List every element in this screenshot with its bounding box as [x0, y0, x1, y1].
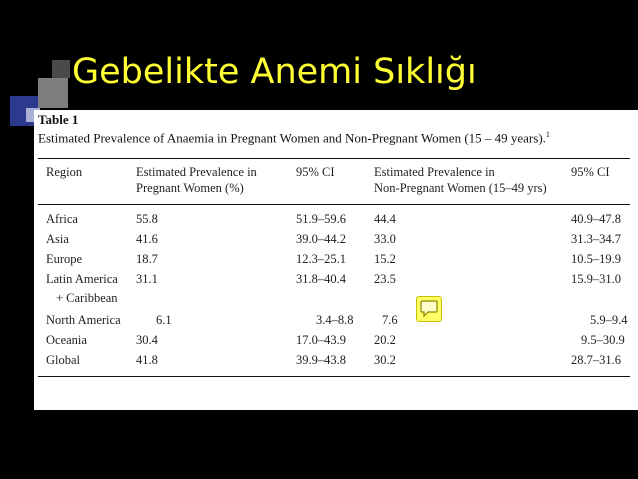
header-est-pregnant: [136, 164, 257, 196]
cell-nonpreg: 20.2: [374, 333, 396, 347]
header-ci-nonpregnant: 95% CI: [571, 165, 610, 179]
decorative-square-dark: [52, 60, 70, 78]
cell-nonpreg: 33.0: [374, 232, 396, 246]
cell-region: Oceania: [46, 333, 87, 347]
header-est-pregnant-line1: Estimated Prevalence in: [136, 165, 257, 179]
cell-preg: 31.1: [136, 272, 158, 286]
cell-region: Asia: [46, 232, 69, 246]
cell-nonpreg: 23.5: [374, 272, 396, 286]
cell-preg-ci: 12.3–25.1: [296, 252, 346, 266]
table-caption-text: Estimated Prevalence of Anaemia in Pregnant Women and Non-Pregnant Women (15 – 49 years).: [38, 130, 546, 146]
cell-nonpreg-ci: 40.9–47.8: [571, 212, 621, 226]
table-caption-ref: 1: [545, 130, 550, 139]
slide-title: Gebelikte Anemi Sıklığı: [72, 52, 477, 92]
cell-nonpreg-ci: 15.9–31.0: [571, 272, 621, 286]
cell-preg-ci: 31.8–40.4: [296, 272, 346, 286]
cell-preg-ci: 51.9–59.6: [296, 212, 346, 226]
cell-preg-ci: 17.0–43.9: [296, 333, 346, 347]
cell-nonpreg: 30.2: [374, 353, 396, 367]
cell-preg-ci: 3.4–8.8: [316, 313, 354, 327]
table-rule-bottom: [38, 376, 630, 377]
cell-preg: 41.8: [136, 353, 158, 367]
cell-nonpreg: 15.2: [374, 252, 396, 266]
cell-preg-ci: 39.0–44.2: [296, 232, 346, 246]
cell-nonpreg: 7.6: [382, 313, 398, 327]
header-est-nonpregnant: [374, 164, 547, 196]
table-rule-mid: [38, 204, 630, 205]
cell-region: Latin America: [46, 272, 118, 286]
cell-nonpreg: 44.4: [374, 212, 396, 226]
cell-nonpreg-ci: 9.5–30.9: [581, 333, 625, 347]
table-image: [34, 110, 638, 410]
cell-preg: 41.6: [136, 232, 158, 246]
cell-preg: 18.7: [136, 252, 158, 266]
cell-nonpreg-ci: 31.3–34.7: [571, 232, 621, 246]
cell-nonpreg-ci: 5.9–9.4: [590, 313, 628, 327]
cell-preg: 55.8: [136, 212, 158, 226]
cell-preg: 6.1: [156, 313, 172, 327]
cell-region: North America: [46, 313, 121, 327]
cell-region-continued: + Caribbean: [56, 291, 118, 305]
cell-nonpreg-ci: 28.7–31.6: [571, 353, 621, 367]
comment-note-icon[interactable]: [416, 296, 442, 322]
cell-preg: 30.4: [136, 333, 158, 347]
cell-region: Global: [46, 353, 81, 367]
header-est-pregnant-line2: Pregnant Women (%): [136, 181, 244, 195]
header-ci-pregnant: 95% CI: [296, 165, 335, 179]
cell-region: Africa: [46, 212, 78, 226]
comment-bubble-icon: [419, 299, 439, 319]
header-est-nonpregnant-line1: Estimated Prevalence in: [374, 165, 495, 179]
cell-nonpreg-ci: 10.5–19.9: [571, 252, 621, 266]
header-est-nonpregnant-line2: Non-Pregnant Women (15–49 yrs): [374, 181, 547, 195]
table-label: Table 1: [38, 112, 79, 127]
table-rule-top: [38, 158, 630, 159]
cell-region: Europe: [46, 252, 83, 266]
table-caption: [38, 130, 550, 146]
decorative-square-gray: [38, 78, 68, 108]
header-region: Region: [46, 165, 83, 179]
cell-preg-ci: 39.9–43.8: [296, 353, 346, 367]
